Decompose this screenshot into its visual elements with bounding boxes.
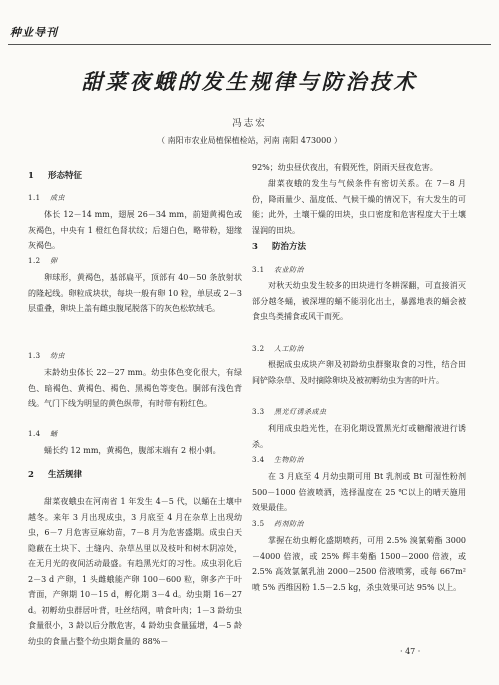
section-heading xyxy=(28,468,82,484)
section-heading xyxy=(252,240,306,256)
article-title: 甜菜夜蛾的发生规律与防治技术 xyxy=(81,70,418,94)
subsection-title: 黑光灯诱杀成虫 xyxy=(274,408,327,416)
subsection-title: 卵 xyxy=(50,257,58,265)
paragraph: 根据成虫成块产卵及初龄幼虫群聚取食的习性，结合田间铲除杂草、及时摘除卵块及被初孵幼虫为害的叶片。 xyxy=(252,360,466,385)
subsection-heading xyxy=(28,191,65,207)
subsection-number: 3.2 xyxy=(252,345,265,353)
article-author: 冯志宏 xyxy=(232,118,267,129)
paragraph-continued: 92%；幼虫昼伏夜出，有假死性，阴雨天昼夜危害。 xyxy=(252,163,438,172)
subsection-heading xyxy=(28,254,58,270)
subsection-number: 1.2 xyxy=(28,257,41,265)
paragraph: 蛹长约 12 mm，黄褐色，腹部末端有 2 根小刺。 xyxy=(44,446,221,455)
paragraph: 利用成虫趋光性，在羽化期设置黑光灯或糖醋液进行诱杀。 xyxy=(252,424,466,449)
section-number: 3 xyxy=(252,242,258,252)
subsection-heading xyxy=(28,427,58,443)
journal-header-label: 种业导刊 xyxy=(10,26,58,39)
paragraph: 末龄幼虫体长 22－27 mm。幼虫体色变化很大，有绿色、暗褐色、黄褐色、褐色、黑褐色等变色。胴部有浅色背线。气门下线为明显的黄色纵带，有时带有粉红色。 xyxy=(28,368,242,408)
subsection-number: 1.3 xyxy=(28,352,41,360)
paragraph: 甜菜夜蛾虫在河南省 1 年发生 4－5 代，以蛹在土壤中越冬。来年 3 月出现成虫，3 月底至 4 月在杂草上出现幼虫，6－7 月危害豆麻幼苗，7－8 月为危害盛期。成虫白天隐蔽在土块下、土缝内、杂草丛里以及枝叶和树木阴凉处，在无月光的夜间活动最盛。有趋黑光灯的习性。成虫羽化后 2－3 d 产卵，1 头雌蛾能产卵 100－600 粒，卵多产于叶背面，产卵期 10－15 d，孵化期 3－4 d。幼虫期 16－27 d。初孵幼虫群居叶背，吐丝结网，啃食叶肉；1－3 龄幼虫食量很小，3 龄以后分散危害，4 龄幼虫食量猛增，4－5 龄幼虫的食量占整个幼虫期食量的 88%－ xyxy=(28,497,242,646)
paragraph: 在 3 月底至 4 月幼虫期可用 Bt 乳剂或 Bt 可湿性粉剂 500－1000 倍液喷洒，选择温度在 25 ℃以上的晴天施用效果最佳。 xyxy=(252,472,466,512)
section-title: 防治方法 xyxy=(272,242,307,252)
paragraph: 体长 12－14 mm，翅展 26－34 mm，前翅黄褐色或灰褐色，中央有 1 橙红色肾状纹；后翅白色，略带粉，翅缘灰褐色。 xyxy=(28,210,242,250)
subsection-heading xyxy=(252,263,304,279)
subsection-heading xyxy=(252,342,304,358)
subsection-heading xyxy=(252,517,304,533)
subsection-title: 生物防治 xyxy=(274,456,304,464)
subsection-heading xyxy=(28,349,65,365)
subsection-title: 药剂防治 xyxy=(274,520,304,528)
paragraph: 对秋天幼虫发生较多的田块进行冬耕深翻，可直接消灭部分越冬蛹，被深埋的蛹不能羽化出土，暴露地表的蛹会被食虫鸟类捕食或风干而死。 xyxy=(252,281,466,321)
section-number: 2 xyxy=(28,470,34,480)
subsection-number: 1.4 xyxy=(28,430,41,438)
subsection-title: 人工防治 xyxy=(274,345,304,353)
section-title: 生活规律 xyxy=(48,470,83,480)
subsection-title: 蛹 xyxy=(50,430,58,438)
paragraph: 卵球形，黄褐色，基部扁平，顶部有 40－50 条放射状的隆起线。卵粒成块状，每块一般有卵 10 粒，单层或 2－3 层重叠，卵块上盖有雌虫腹尾脱落下的灰色松软绒毛。 xyxy=(28,273,242,313)
page-number: · 47 · xyxy=(400,647,421,656)
section-number: 1 xyxy=(28,171,34,181)
subsection-title: 农业防治 xyxy=(274,266,304,274)
subsection-heading xyxy=(252,405,327,421)
section-heading xyxy=(28,169,82,185)
subsection-heading xyxy=(252,453,304,469)
subsection-title: 幼虫 xyxy=(50,352,65,360)
header-divider xyxy=(8,44,491,45)
subsection-title: 成虫 xyxy=(50,194,65,202)
subsection-number: 3.5 xyxy=(252,520,265,528)
author-affiliation: （ 南阳市农业局植保植检站，河南 南阳 473000 ） xyxy=(157,136,342,145)
subsection-number: 3.3 xyxy=(252,408,265,416)
section-title: 形态特征 xyxy=(48,171,83,181)
paragraph: 甜菜夜蛾的发生与气候条件有密切关系。在 7－8 月份，降雨量少、温度低、气候干燥的情况下，有大发生的可能；此外，土壤干燥的田块，虫口密度和危害程度大于土壤湿润的田块。 xyxy=(252,179,466,235)
subsection-number: 3.1 xyxy=(252,266,265,274)
paragraph: 掌握在幼虫孵化盛期喷药，可用 2.5% 溴氰菊酯 3000－4000 倍液，或 25% 辉丰菊酯 1500－2000 倍液，或 2.5% 高效氯氰乳油 2000－2500 倍液喷雾，或每 667m² 喷 5% 西维因粉 1.5－2.5 kg，杀虫效果可达 95% 以上。 xyxy=(252,536,466,592)
subsection-number: 3.4 xyxy=(252,456,265,464)
subsection-number: 1.1 xyxy=(28,194,41,202)
